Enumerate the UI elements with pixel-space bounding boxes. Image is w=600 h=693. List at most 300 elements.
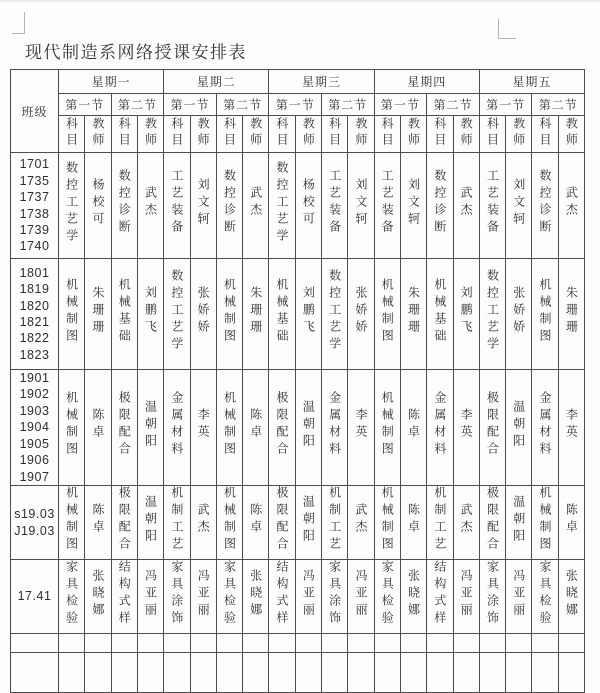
subject-text: 工艺装备 [169,169,184,237]
teacher-column-header [453,116,479,153]
teacher-cell [400,560,426,634]
teacher-column-header-label: 教师 [196,116,211,149]
subject-cell [322,153,348,259]
subject-cell [164,370,190,486]
subject-cell [374,486,400,560]
teacher-text: 张娇娇 [196,286,211,337]
subject-cell [216,486,242,560]
subject-column-header-label: 科目 [64,116,79,149]
teacher-cell [137,486,163,560]
teacher-column-header-label: 教师 [301,116,316,149]
empty-cell [558,634,584,653]
teacher-column-header-label: 教师 [143,116,158,149]
teacher-column-header [243,116,269,153]
teacher-cell [137,153,163,259]
empty-cell [85,634,111,653]
empty-cell [479,634,505,653]
teacher-text: 刘文轲 [353,177,368,229]
teacher-cell [243,560,269,634]
subject-cell [164,259,190,370]
subject-cell [164,560,190,634]
teacher-text: 李英 [564,408,579,442]
teacher-text: 陈卓 [90,408,105,442]
subject-text: 机械制图 [64,277,79,346]
teacher-cell [506,153,532,259]
empty-cell [322,653,348,693]
subject-cell [322,560,348,634]
teacher-text: 李英 [196,408,211,442]
subject-cell [216,153,242,259]
empty-cell [269,634,295,653]
teacher-text: 武杰 [459,186,474,220]
subject-column-header-label: 科目 [485,116,500,149]
teacher-text: 刘鹏飞 [143,286,158,337]
subject-text: 数控工艺学 [327,269,342,354]
teacher-text: 刘鹏飞 [301,286,316,337]
empty-cell [400,653,426,693]
teacher-cell [558,259,584,370]
teacher-text: 张晓娜 [90,568,105,620]
subject-cell [427,153,453,259]
empty-cell [190,634,216,653]
subject-text: 家具检验 [380,560,395,628]
teacher-text: 陈卓 [248,408,263,442]
empty-cell [85,653,111,693]
margin-corner-mark-left [12,12,25,34]
empty-cell [216,653,242,693]
subject-column-header-label: 科目 [432,116,447,149]
subject-column-header [269,116,295,153]
subject-text: 工艺装备 [485,169,500,237]
teacher-text: 杨校可 [301,177,316,229]
subject-cell [322,486,348,560]
subject-text: 机械制图 [222,277,237,346]
empty-cell [243,653,269,693]
subject-text: 极限配合 [485,391,500,459]
subject-cell [59,153,85,259]
teacher-text: 张晓娜 [406,568,421,620]
subject-text: 极限配合 [485,486,500,554]
teacher-cell [137,370,163,486]
header-row-days [11,70,585,94]
class-number: 1903 [19,403,50,418]
subject-text: 机械制图 [380,391,395,459]
teacher-cell [348,259,374,370]
class-list-cell [11,653,59,693]
teacher-cell [558,153,584,259]
subject-text: 工艺装备 [380,169,395,237]
subject-column-header-label: 科目 [275,116,290,149]
teacher-cell [400,153,426,259]
subject-column-header [479,116,505,153]
subject-cell [111,370,137,486]
teacher-cell [348,370,374,486]
class-number: 1735 [19,173,50,188]
teacher-column-header-label: 教师 [564,116,579,149]
teacher-text: 李英 [459,408,474,442]
schedule-table-header [11,70,585,153]
teacher-text: 冯亚丽 [459,568,474,620]
schedule-table [10,69,585,693]
teacher-column-header-label: 教师 [459,116,474,149]
empty-cell [558,653,584,693]
teacher-cell [190,259,216,370]
subject-text: 家具涂饰 [485,560,500,628]
class-number: 1738 [19,206,50,221]
teacher-text: 陈卓 [564,503,579,537]
class-list-cell [11,486,59,560]
empty-cell [137,634,163,653]
subject-text: 机械基础 [275,277,290,346]
empty-cell [111,634,137,653]
teacher-text: 温朝阳 [511,494,526,546]
period-header: 第一节 [59,94,112,116]
subject-cell [59,560,85,634]
subject-cell [427,560,453,634]
teacher-cell [453,153,479,259]
subject-text: 机械制图 [64,391,79,459]
teacher-cell [137,560,163,634]
period-header: 第二节 [111,94,164,116]
empty-cell [295,634,321,653]
class-number: 1906 [19,453,50,468]
subject-cell [532,370,558,486]
teacher-text: 陈卓 [406,408,421,442]
teacher-column-header [400,116,426,153]
class-number: 1821 [19,315,50,329]
subject-cell [269,153,295,259]
subject-cell [479,560,505,634]
teacher-text: 冯亚丽 [143,568,158,620]
class-number: 1701 [19,157,50,172]
subject-text: 机械制图 [64,486,79,554]
page-title: 现代制造系网络授课安排表 [25,43,247,62]
subject-cell [532,560,558,634]
empty-cell [532,634,558,653]
subject-column-header-label: 科目 [538,116,553,149]
day-header-1: 星期一 [59,70,164,94]
empty-cell [453,653,479,693]
teacher-column-header [137,116,163,153]
teacher-cell [506,486,532,560]
empty-cell [427,653,453,693]
teacher-text: 温朝阳 [301,399,316,451]
subject-column-header-label: 科目 [222,116,237,149]
subject-text: 数控诊断 [117,169,132,237]
teacher-cell [85,370,111,486]
class-list-cell [11,153,59,259]
teacher-text: 陈卓 [406,503,421,537]
subject-cell [427,259,453,370]
schedule-row [11,486,585,560]
teacher-cell [400,259,426,370]
class-number: 1737 [19,190,50,205]
empty-cell [479,653,505,693]
day-header-5: 星期五 [479,70,584,94]
teacher-text: 温朝阳 [511,399,526,451]
subject-cell [216,259,242,370]
subject-text: 数控工艺学 [169,269,184,354]
teacher-text: 刘文轲 [406,177,421,229]
subject-text: 机械基础 [117,277,132,346]
class-number: 1820 [19,298,50,313]
empty-cell [348,653,374,693]
teacher-text: 冯亚丽 [301,568,316,620]
day-header-3: 星期三 [269,70,374,94]
teacher-text: 温朝阳 [143,494,158,546]
subject-text: 极限配合 [275,486,290,554]
period-header: 第二节 [216,94,269,116]
subject-cell [111,486,137,560]
teacher-text: 刘鹏飞 [459,286,474,337]
class-list-cell [11,634,59,653]
teacher-cell [506,560,532,634]
teacher-column-header [85,116,111,153]
class-number: 1822 [19,331,50,346]
teacher-text: 武杰 [248,186,263,220]
empty-cell [453,634,479,653]
teacher-text: 刘文轲 [196,177,211,229]
teacher-text: 冯亚丽 [511,568,526,620]
teacher-text: 冯亚丽 [353,568,368,620]
period-header: 第一节 [479,94,532,116]
subject-text: 机制工艺 [432,486,447,554]
teacher-column-header-label: 教师 [406,116,421,149]
subject-text: 结构式样 [432,560,447,628]
teacher-column-header [190,116,216,153]
subject-text: 结构式样 [117,560,132,628]
subject-text: 数控工艺学 [64,160,79,246]
subject-cell [59,486,85,560]
header-row-periods [11,94,585,116]
subject-text: 数控诊断 [222,169,237,237]
teacher-cell [295,486,321,560]
teacher-text: 武杰 [459,503,474,537]
teacher-text: 张娇娇 [511,286,526,337]
teacher-cell [137,259,163,370]
teacher-cell [85,153,111,259]
teacher-cell [190,370,216,486]
subject-text: 金属材料 [432,391,447,459]
empty-cell [506,634,532,653]
subject-text: 数控诊断 [432,169,447,237]
subject-cell [479,259,505,370]
teacher-cell [453,486,479,560]
teacher-text: 陈卓 [248,503,263,537]
teacher-text: 温朝阳 [143,399,158,451]
subject-cell [479,370,505,486]
class-list-cell [11,370,59,486]
subject-cell [111,560,137,634]
class-number: 1902 [19,387,50,402]
teacher-text: 冯亚丽 [196,568,211,620]
teacher-text: 朱珊珊 [564,286,579,337]
teacher-cell [243,153,269,259]
class-list-cell [11,560,59,634]
empty-cell [374,634,400,653]
schedule-row [11,259,585,370]
subject-column-header [164,116,190,153]
subject-column-header-label: 科目 [169,116,184,149]
class-number: 1907 [19,469,50,484]
subject-cell [374,370,400,486]
teacher-text: 武杰 [196,503,211,537]
subject-cell [427,486,453,560]
empty-cell [506,653,532,693]
subject-column-header [427,116,453,153]
empty-cell [59,653,85,693]
empty-cell [59,634,85,653]
subject-cell [269,259,295,370]
empty-cell [295,653,321,693]
teacher-cell [400,486,426,560]
teacher-cell [243,370,269,486]
subject-text: 机械基础 [432,277,447,346]
period-header: 第一节 [269,94,322,116]
period-header: 第一节 [374,94,427,116]
schedule-row [11,560,585,634]
teacher-text: 朱珊珊 [248,286,263,337]
class-number: 1901 [19,371,50,386]
subject-column-header [322,116,348,153]
subject-cell [164,486,190,560]
subject-text: 工艺装备 [327,169,342,237]
subject-cell [479,486,505,560]
subject-cell [269,560,295,634]
subject-text: 机械制图 [538,486,553,554]
subject-text: 机械制图 [538,277,553,346]
empty-cell [164,653,190,693]
teacher-cell [453,560,479,634]
class-number: 1819 [19,282,50,297]
subject-text: 金属材料 [327,391,342,459]
empty-cell [243,634,269,653]
empty-row [11,634,585,653]
subject-text: 结构式样 [275,560,290,628]
schedule-row [11,370,585,486]
teacher-cell [295,370,321,486]
subject-cell [479,153,505,259]
teacher-text: 朱珊珊 [90,286,105,337]
subject-cell [59,259,85,370]
teacher-cell [348,486,374,560]
subject-text: 家具检验 [538,560,553,628]
margin-corner-mark-right [498,19,516,39]
subject-text: 机械制图 [380,277,395,346]
teacher-text: 李英 [353,408,368,442]
teacher-cell [243,259,269,370]
subject-column-header [374,116,400,153]
teacher-cell [506,370,532,486]
subject-text: 机械制图 [222,486,237,554]
teacher-cell [506,259,532,370]
teacher-column-header-label: 教师 [90,116,105,149]
subject-cell [374,560,400,634]
subject-column-header [111,116,137,153]
empty-row [11,653,585,693]
teacher-cell [558,370,584,486]
subject-text: 数控工艺学 [275,160,290,246]
class-list-cell [11,259,59,370]
subject-cell [374,153,400,259]
class-number: 1740 [19,239,50,254]
period-header: 第二节 [427,94,480,116]
teacher-cell [348,153,374,259]
teacher-text: 武杰 [564,186,579,220]
day-header-2: 星期二 [164,70,269,94]
subject-column-header-label: 科目 [327,116,342,149]
subject-text: 家具涂饰 [169,560,184,628]
class-number: s19.03 [14,507,55,522]
subject-cell [216,560,242,634]
class-number: 1904 [19,420,50,435]
empty-cell [216,634,242,653]
subject-text: 家具检验 [222,560,237,628]
teacher-text: 杨校可 [90,177,105,229]
subject-cell [427,370,453,486]
schedule-row [11,153,585,259]
subject-cell [322,370,348,486]
header-row-subject-teacher [11,116,585,153]
schedule-table-body [11,153,585,693]
subject-text: 极限配合 [117,391,132,459]
teacher-text: 陈卓 [90,503,105,537]
teacher-cell [190,486,216,560]
empty-cell [374,653,400,693]
period-header: 第一节 [164,94,217,116]
subject-text: 机制工艺 [327,486,342,554]
teacher-cell [190,153,216,259]
subject-text: 数控工艺学 [485,269,500,354]
class-number: 1801 [19,265,50,280]
teacher-text: 张晓娜 [248,568,263,620]
subject-text: 极限配合 [275,391,290,459]
teacher-cell [453,259,479,370]
subject-text: 家具检验 [64,560,79,628]
teacher-cell [295,153,321,259]
subject-cell [532,486,558,560]
subject-column-header [532,116,558,153]
teacher-text: 朱珊珊 [406,286,421,337]
subject-text: 机制工艺 [169,486,184,554]
empty-cell [269,653,295,693]
teacher-column-header [558,116,584,153]
teacher-cell [85,486,111,560]
teacher-cell [85,259,111,370]
empty-cell [190,653,216,693]
teacher-cell [295,560,321,634]
subject-cell [532,259,558,370]
teacher-cell [348,560,374,634]
empty-cell [400,634,426,653]
subject-column-header [216,116,242,153]
empty-cell [164,634,190,653]
subject-cell [269,370,295,486]
empty-cell [348,634,374,653]
subject-text: 机械制图 [380,486,395,554]
class-number: J19.03 [14,523,55,538]
subject-cell [59,370,85,486]
teacher-column-header-label: 教师 [248,116,263,149]
teacher-column-header-label: 教师 [511,116,526,149]
subject-column-header [59,116,85,153]
teacher-column-header [295,116,321,153]
day-header-4: 星期四 [374,70,479,94]
teacher-text: 温朝阳 [301,494,316,546]
teacher-column-header [506,116,532,153]
subject-text: 金属材料 [169,391,184,459]
subject-text: 金属材料 [538,391,553,459]
